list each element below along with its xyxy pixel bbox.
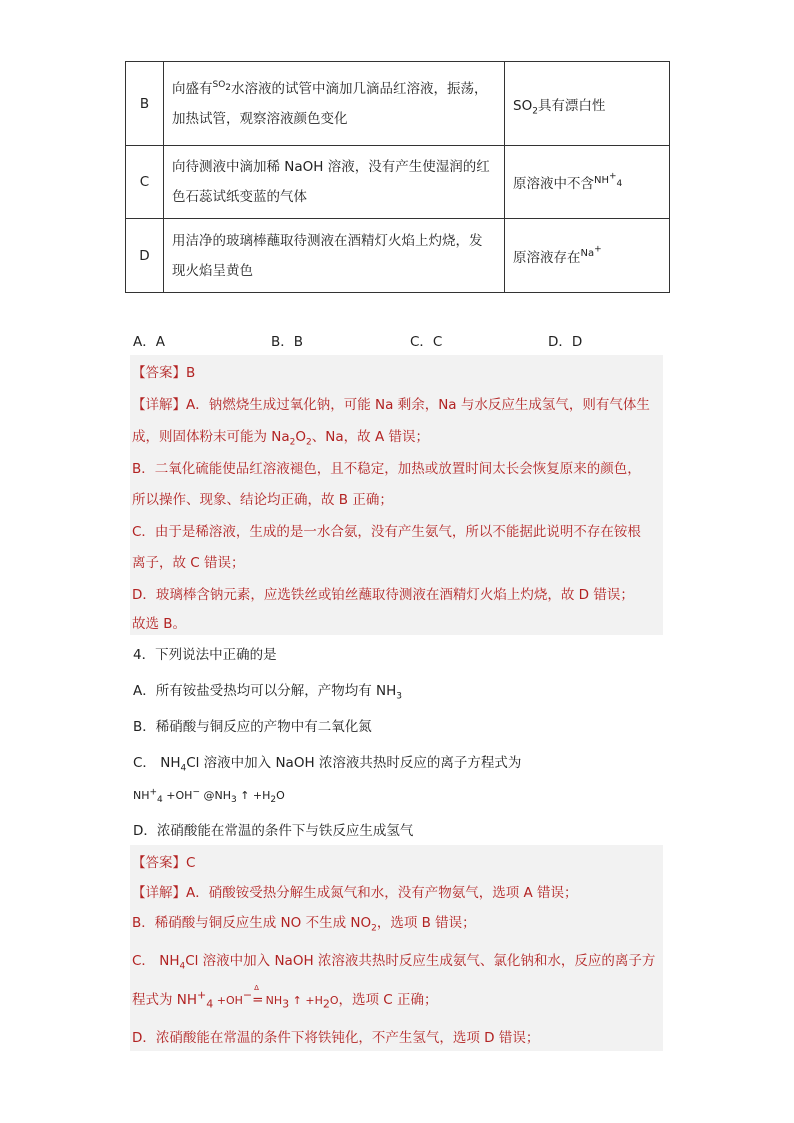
detail-line: 离子，故 C 错误；: [132, 555, 245, 571]
procedure-line: 现火焰呈黄色: [172, 262, 253, 279]
detail-line: B．稀硝酸与铜反应生成 NO 不生成 $NO_2$，选项 B 错误；: [132, 915, 476, 934]
table-row: [126, 146, 670, 219]
detail-line: D．浓硝酸能在常温的条件下将铁钝化，不产生氢气，选项 D 错误；: [132, 1030, 540, 1046]
detail-line: C． $NH_4Cl$ 溶液中加入 NaOH 浓溶液共热时反应生成氨气、氯化钠和水，反应的离子方: [132, 953, 656, 972]
question-stem: 4．下列说法中正确的是: [133, 647, 277, 663]
answer-label: 【答案】C: [132, 855, 196, 871]
row-procedure: [164, 62, 505, 146]
table-row: [126, 219, 670, 293]
option-c: C．C: [410, 334, 443, 350]
answer-label: 【答案】B: [132, 365, 196, 381]
option-d: D．D: [548, 334, 583, 350]
question-option: B．稀硝酸与铜反应的产物中有二氧化氮: [133, 719, 372, 735]
detail-line: D．玻璃棒含钠元素，应选铁丝或铂丝蘸取待测液在酒精灯火焰上灼烧，故 D 错误；: [132, 587, 634, 603]
row-procedure: [164, 146, 505, 219]
answer-block: [130, 355, 663, 635]
question-option: A．所有铵盐受热均可以分解，产物均有 $NH_3$: [133, 683, 403, 702]
detail-line: 【详解】A．钠燃烧生成过氧化钠，可能 Na 剩余，Na 与水反应生成氢气，则有气体生: [132, 397, 650, 413]
detail-line: C．由于是稀溶液，生成的是一水合氨，没有产生氨气，所以不能据此说明不存在铵根: [132, 524, 641, 540]
detail-line: B．二氧化硫能使品红溶液褪色，且不稳定，加热或放置时间太长会恢复原来的颜色，: [132, 461, 641, 477]
detail-line: 【详解】A．硝酸铵受热分解生成氮气和水，没有产物氨气，选项 A 错误；: [132, 885, 578, 901]
detail-line: 故选 B。: [132, 616, 187, 632]
procedure-line: 用洁净的玻璃棒蘸取待测液在酒精灯火焰上灼烧，发: [172, 232, 483, 249]
detail-line: 所以操作、现象、结论均正确，故 B 正确；: [132, 492, 393, 508]
procedure-line: 向待测液中滴加稀 NaOH 溶液，没有产生使湿润的红: [172, 159, 490, 175]
detail-line: 成，则固体粉末可能为 $Na_2O_2$、Na，故 A 错误；: [132, 429, 429, 448]
procedure-line: 加热试管，观察溶液颜色变化: [172, 110, 348, 127]
row-label: D: [126, 219, 164, 293]
procedure-line: 向盛有$^{SO_2}$水溶液的试管中滴加几滴品红溶液，振荡，: [172, 80, 488, 97]
procedure-line: 色石蕊试纸变蓝的气体: [172, 189, 307, 205]
row-label: B: [126, 62, 164, 146]
question-option: C． $NH_4Cl$ 溶液中加入 NaOH 浓溶液共热时反应的离子方程式为: [133, 755, 522, 774]
row-procedure: [164, 219, 505, 293]
row-label: C: [126, 146, 164, 219]
question-option: D．浓硝酸能在常温的条件下与铁反应生成氢气: [133, 823, 414, 839]
detail-line: 程式为 $NH^+_4 +OH^-$ Δ = $NH_3$ ↑ $+H_2O$，选项 C 正确；: [132, 984, 438, 1011]
table-row: [126, 62, 670, 146]
row-conclusion: 原溶液存在$^{Na^+}$: [505, 219, 670, 293]
option-a: A．A: [133, 334, 165, 350]
option-b: B．B: [271, 334, 304, 350]
row-conclusion: $SO_2$具有漂白性: [505, 62, 670, 146]
row-conclusion: 原溶液中不含$^{NH^+_4}$: [505, 146, 670, 219]
experiment-table: [125, 61, 670, 293]
answer-block: [130, 845, 663, 1051]
ion-equation: $NH^+_4 +OH^-$ $@NH_3$ ↑ $+H_2O$: [133, 787, 285, 806]
